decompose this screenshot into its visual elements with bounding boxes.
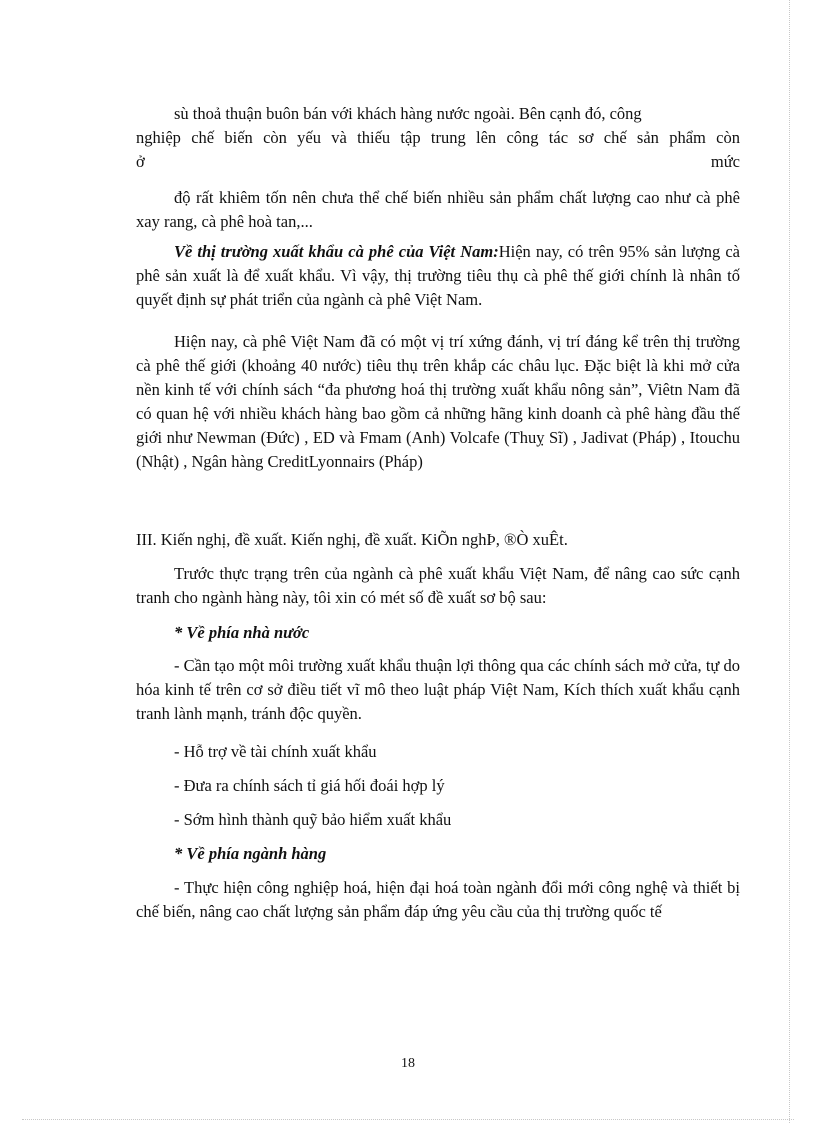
paragraph-3-body: Hiện nay, có trên 95% sản lượng cà phê sản xuất là để xuất khẩu. Vì vậy, thị trường tiêu thụ cà phê thế giới chính là nhân tố quyết định sự phát triển của ngành cà phê Việt Nam. [136,242,740,309]
bullet-2 [136,740,740,764]
paragraph-1-line-2: nghiệp chế biến còn yếu và thiếu tập trung lên công tác sơ chế sản phẩm còn [136,128,740,147]
paragraph-3 [136,240,740,312]
paragraph-1 [136,102,740,174]
paragraph-1-line-3-left: ở [136,152,145,171]
page-bottom-border [22,1119,794,1120]
subheading-state: * Về phía nhà nước [174,623,310,642]
bullet-4 [136,808,740,832]
bullet-3 [136,774,740,798]
bullet-3-text: - Đưa ra chính sách tỉ giá hối đoái hợp lý [174,776,445,795]
paragraph-1-line-3 [136,150,740,174]
paragraph-4 [136,330,740,474]
bullet-1 [136,654,740,726]
paragraph-2 [136,186,740,234]
paragraph-5 [136,562,740,610]
paragraph-1-line-3-right: mức [710,152,740,171]
page-right-border [789,0,790,1123]
page-number: 18 [401,1056,415,1071]
bullet-5 [136,876,740,924]
bullet-1-text: - Cần tạo một môi trường xuất khẩu thuận lợi thông qua các chính sách mở cửa, tự do hóa kinh tế trên cơ sở điều tiết vĩ mô theo luật pháp Việt Nam, Kích thích xuất khẩu cạnh tranh lành mạnh, tránh độc quyền. [136,656,740,723]
paragraph-2-text: độ rất khiêm tốn nên chưa thể chế biến nhiều sản phẩm chất lượng cao như cà phê xay rang, cà phê hoà tan,... [136,188,740,231]
section-heading [136,528,740,552]
paragraph-5-text: Trước thực trạng trên của ngành cà phê xuất khẩu Việt Nam, để nâng cao sức cạnh tranh cho ngành hàng này, tôi xin có mét số đề xuất sơ bộ sau: [136,564,740,607]
bullet-5-text: - Thực hiện công nghiệp hoá, hiện đại hoá toàn ngành đổi mới công nghệ và thiết bị chế biến, nâng cao chất lượng sản phẩm đáp ứng yêu cầu của thị trường quốc tế [136,878,740,921]
bullet-4-text: - Sớm hình thành quỹ bảo hiểm xuất khẩu [174,810,452,829]
paragraph-1-line-1: sù thoả thuận buôn bán với khách hàng nước ngoài. Bên cạnh đó, công [174,104,642,123]
subheading-industry: * Về phía ngành hàng [174,844,327,863]
paragraph-3-text [136,240,740,312]
section-heading-text: III. Kiến nghị, đề xuất. Kiến nghị, đề xuất. KiÕn nghÞ, ®Ò xuÊt. [136,530,568,549]
paragraph-3-label: Về thị trường xuất khẩu cà phê của Việt Nam: [174,242,499,261]
paragraph-4-text: Hiện nay, cà phê Việt Nam đã có một vị trí xứng đánh, vị trí đáng kể trên thị trường cà phê thế giới (khoảng 40 nước) tiêu thụ trên khắp các châu lục. Đặc biệt là khi mở cửa nền kinh tế với chính sách “đa phương hoá thị trường xuất khẩu nông sản”, Viêtn Nam đã có quan hệ với nhiều khách hàng bao gồm cả những hãng kinh doanh cà phê hàng đầu thế giới như Newman (Đức) , ED và Fmam (Anh) Volcafe (Thuỵ Sĩ) , Jadivat (Pháp) , Itouchu (Nhật) , Ngân hàng CreditLyonnairs (Pháp) [136,332,740,471]
bullet-2-text: - Hỗ trợ về tài chính xuất khẩu [174,742,377,761]
